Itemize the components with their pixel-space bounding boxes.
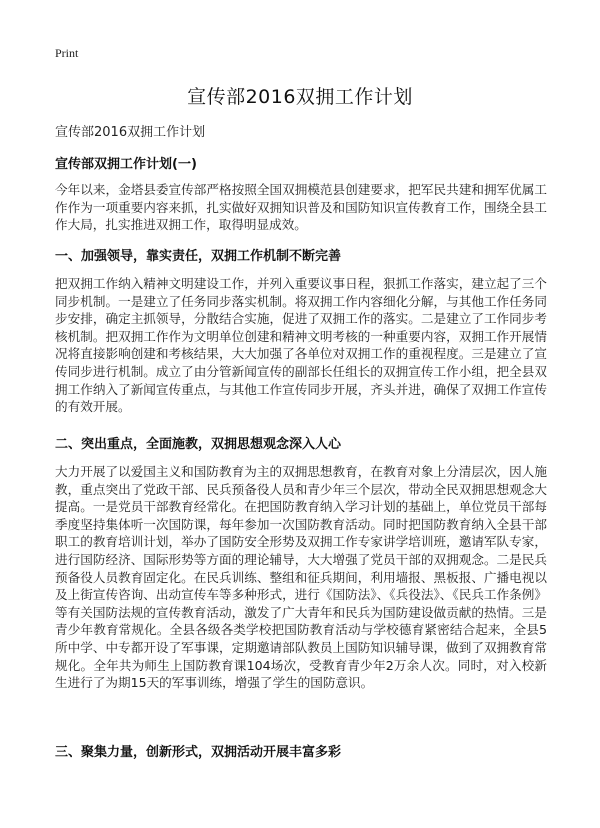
section-heading-3: 三、聚集力量，创新形式，双拥活动开展丰富多彩 bbox=[55, 745, 342, 760]
document-subtitle: 宣传部2016双拥工作计划 bbox=[55, 125, 206, 140]
intro-paragraph: 今年以来，金塔县委宣传部严格按照全国双拥模范县创建要求，把军民共建和拥军优属工作作为一项重要内容来抓，扎实做好双拥知识普及和国防知识宣传教育工作，围绕全县工作大局，扎实推进双拥工作，取得明显成效。 bbox=[55, 182, 547, 233]
section-body-1: 把双拥工作纳入精神文明建设工作，并列入重要议事日程，狠抓工作落实，建立起了三个同步机制。一是建立了任务同步落实机制。将双拥工作内容细化分解，与其他工作任务同步安排，确定主抓领导，分散结合实施，促进了双拥工作的落实。二是建立了工作同步考核机制。把双拥工作作为文明单位创建和精神文明考核的一种重要内容，双拥工作开展情况将直接影响创建和考核结果，大大加强了各单位对双拥工作的重视程度。三是建立了宣传同步进行机制。成立了由分管新闻宣传的副部长任组长的双拥宣传工作小组，把全县双拥工作纳入了新闻宣传重点，与其他工作宣传同步开展，齐头并进，确保了双拥工作宣传的有效开展。 bbox=[55, 276, 547, 415]
section-body-2: 大力开展了以爱国主义和国防教育为主的双拥思想教育，在教育对象上分清层次，因人施教，重点突出了党政干部、民兵预备役人员和青少年三个层次，带动全民双拥思想观念大提高。一是党员干部教育经常化。在把国防教育纳入学习计划的基础上，单位党员干部每季度坚持集体听一次国防课，每年参加一次国防教育活动。同时把国防教育纳入全县干部职工的教育培训计划，举办了国防安全形势及双拥工作专家讲学培训班，邀请军队专家，进行国防经济、国际形势等方面的理论辅导，大大增强了党员干部的双拥观念。二是民兵预备役人员教育固定化。在民兵训练、整组和征兵期间，利用墙报、黑板报、广播电视以及上街宣传咨询、出动宣传车等多种形式，进行《国防法》、《兵役法》、《民兵工作条例》等有关国防法规的宣传教育活动，激发了广大青年和民兵为国防建设做贡献的热情。三是青少年教育常规化。全县各级各类学校把国防教育活动与学校德育紧密结合起来，全县5所中学、中专都开设了军事课，定期邀请部队教员上国防知识辅导课，做到了双拥教育常规化。全年共为师生上国防教育课104场次，受教育青少年2万余人次。同时，对入校新生进行了为期15天的军事训练，增强了学生的国防意识。 bbox=[55, 464, 547, 691]
part-heading: 宣传部双拥工作计划(一) bbox=[55, 157, 197, 172]
page-title: 宣传部2016双拥工作计划 bbox=[187, 86, 413, 108]
print-link[interactable]: Print bbox=[55, 46, 79, 60]
section-heading-2: 二、突出重点，全面施教，双拥思想观念深入人心 bbox=[55, 437, 342, 452]
section-heading-1: 一、加强领导，靠实责任，双拥工作机制不断完善 bbox=[55, 249, 342, 264]
